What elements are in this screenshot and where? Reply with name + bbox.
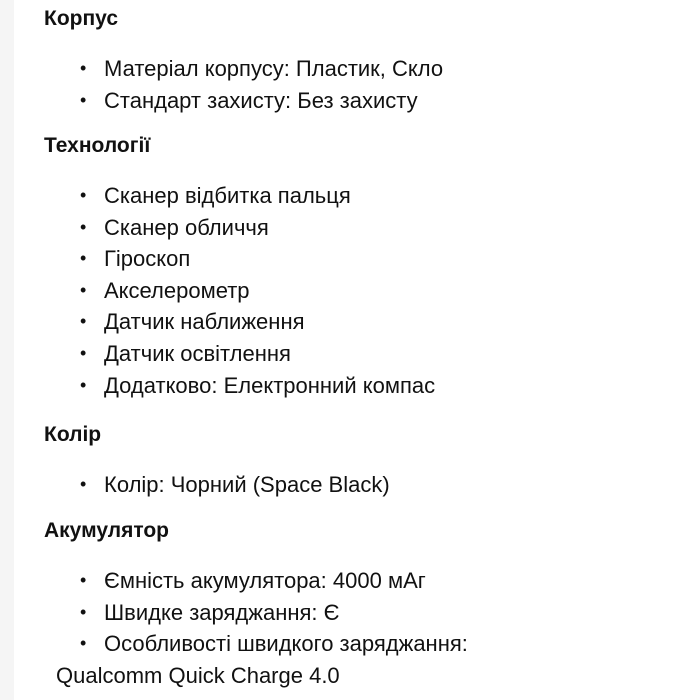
bullet-icon: • (80, 185, 87, 205)
list-item-continuation: Qualcomm Quick Charge 4.0 (56, 662, 340, 688)
spec-list-battery (56, 565, 468, 688)
bullet-icon: • (80, 58, 87, 78)
bullet-icon: • (80, 248, 87, 269)
bullet-icon: • (80, 601, 87, 622)
list-item: • Датчик освітлення (80, 338, 435, 370)
list-item: • Додатково: Електронний компас (80, 370, 435, 402)
spec-list-body (80, 53, 443, 116)
bullet-icon: • (80, 216, 87, 237)
bullet-icon: • (80, 374, 87, 395)
list-item: • Стандарт захисту: Без захисту (80, 85, 443, 117)
bullet-icon: • (80, 279, 87, 300)
list-item: • Сканер відбитка пальця (80, 180, 435, 212)
bullet-icon: • (80, 474, 87, 494)
list-item: • Сканер обличчя (80, 212, 435, 244)
list-item: • Особливості швидкого заряджання: Qualcomm Quick Charge 4.0 (80, 628, 468, 660)
section-title-color: Колір (44, 423, 102, 446)
section-title-body: Корпус (44, 7, 118, 30)
spec-list-technologies (80, 180, 435, 401)
list-item: • Колір: Чорний (Space Black) (80, 469, 390, 501)
list-item: • Швидке заряджання: Є (80, 597, 468, 629)
list-item: • Гіроскоп (80, 243, 435, 275)
spec-list-color (80, 469, 390, 501)
bullet-icon: • (80, 89, 87, 110)
list-item: • Акселерометр (80, 275, 435, 307)
left-margin-strip (0, 0, 14, 700)
list-item: • Матеріал корпусу: Пластик, Скло (80, 53, 443, 85)
bullet-icon: • (80, 342, 87, 363)
list-item: • Ємність акумулятора: 4000 мАг (80, 565, 468, 597)
section-title-battery: Акумулятор (44, 519, 169, 542)
bullet-icon: • (80, 633, 87, 654)
list-item: • Датчик наближення (80, 306, 435, 338)
bullet-icon: • (80, 311, 87, 332)
bullet-icon: • (80, 570, 87, 590)
section-title-technologies: Технології (44, 134, 151, 157)
